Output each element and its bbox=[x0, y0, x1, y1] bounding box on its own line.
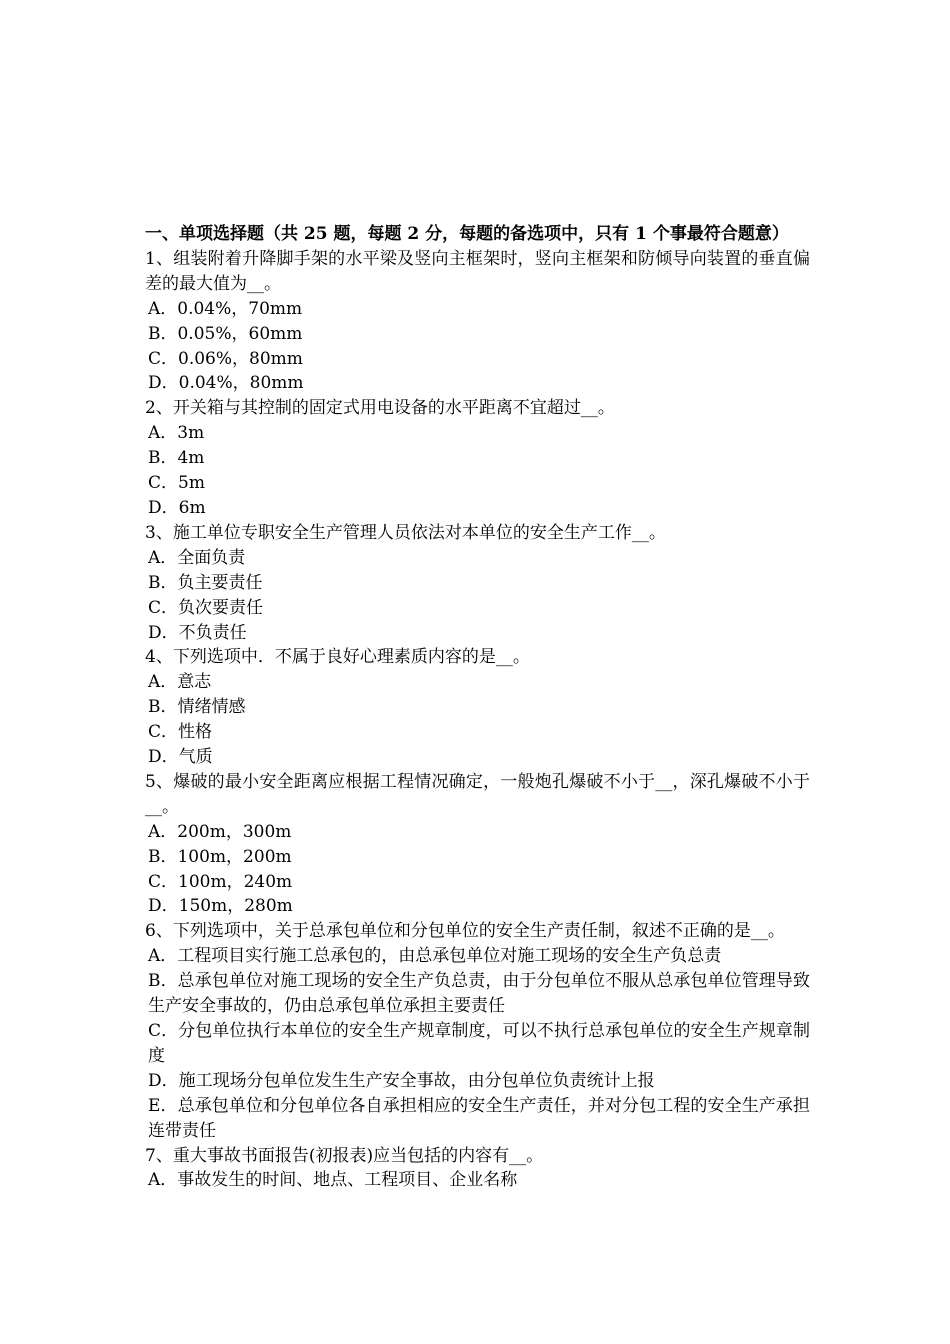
question-4 bbox=[145, 645, 810, 770]
option-b: B．100m，200m bbox=[148, 846, 292, 867]
option-c: C．负次要责任 bbox=[148, 597, 264, 618]
option-d: D．气质 bbox=[148, 747, 213, 768]
option-d: D．不负责任 bbox=[148, 622, 247, 643]
question-stem: 5、爆破的最小安全距离应根据工程情况确定，一般炮孔爆破不小于__，深孔爆破不小于__。 bbox=[145, 771, 810, 817]
section-heading: 一、单项选择题（共 25 题，每题 2 分，每题的备选项中，只有 1 个事最符合题意） bbox=[145, 224, 789, 244]
question-stem: 4、下列选项中．不属于良好心理素质内容的是__。 bbox=[145, 647, 530, 668]
option-a: A．工程项目实行施工总承包的，由总承包单位对施工现场的安全生产负总责 bbox=[148, 946, 722, 967]
question-5 bbox=[145, 770, 810, 919]
option-b: B．0.05%，60mm bbox=[148, 323, 303, 344]
question-1 bbox=[145, 247, 810, 396]
option-b: B．情绪情感 bbox=[148, 697, 246, 718]
option-d: D．0.04%，80mm bbox=[148, 373, 304, 394]
option-e: E．总承包单位和分包单位各自承担相应的安全生产责任，并对分包工程的安全生产承担连带责任 bbox=[148, 1095, 810, 1141]
option-a: A．200m，300m bbox=[148, 821, 292, 842]
question-6 bbox=[145, 919, 810, 1143]
option-c: C．分包单位执行本单位的安全生产规章制度，可以不执行总承包单位的安全生产规章制度 bbox=[148, 1021, 810, 1066]
question-stem: 3、施工单位专职安全生产管理人员依法对本单位的安全生产工作__。 bbox=[145, 522, 666, 543]
option-d: D．6m bbox=[148, 497, 206, 518]
option-d: D．150m，280m bbox=[148, 896, 293, 917]
question-7 bbox=[145, 1144, 810, 1194]
option-a: A．3m bbox=[148, 423, 205, 444]
option-b: B．负主要责任 bbox=[148, 572, 263, 593]
document-page bbox=[145, 222, 810, 1193]
option-b: B．总承包单位对施工现场的安全生产负总责，由于分包单位不服从总承包单位管理导致生产安全事故的，仍由总承包单位承担主要责任 bbox=[148, 971, 810, 1017]
question-stem: 2、开关箱与其控制的固定式用电设备的水平距离不宜超过__。 bbox=[145, 398, 615, 419]
question-stem: 6、下列选项中，关于总承包单位和分包单位的安全生产责任制，叙述不正确的是__。 bbox=[145, 921, 785, 942]
option-c: C．性格 bbox=[148, 722, 213, 743]
option-d: D．施工现场分包单位发生生产安全事故，由分包单位负责统计上报 bbox=[148, 1070, 655, 1091]
option-a: A．意志 bbox=[148, 672, 212, 693]
option-a: A．0.04%，70mm bbox=[148, 298, 303, 319]
question-stem: 1、组装附着升降脚手架的水平梁及竖向主框架时，竖向主框架和防倾导向装置的垂直偏差的最大值为__。 bbox=[145, 248, 810, 294]
question-3 bbox=[145, 521, 810, 646]
option-c: C．5m bbox=[148, 473, 205, 494]
question-2 bbox=[145, 396, 810, 521]
option-a: A．事故发生的时间、地点、工程项目、企业名称 bbox=[148, 1170, 518, 1191]
option-a: A．全面负责 bbox=[148, 547, 246, 568]
option-b: B．4m bbox=[148, 448, 205, 469]
question-stem: 7、重大事故书面报告(初报表)应当包括的内容有__。 bbox=[145, 1145, 544, 1166]
option-c: C．100m，240m bbox=[148, 871, 293, 892]
option-c: C．0.06%，80mm bbox=[148, 348, 303, 369]
